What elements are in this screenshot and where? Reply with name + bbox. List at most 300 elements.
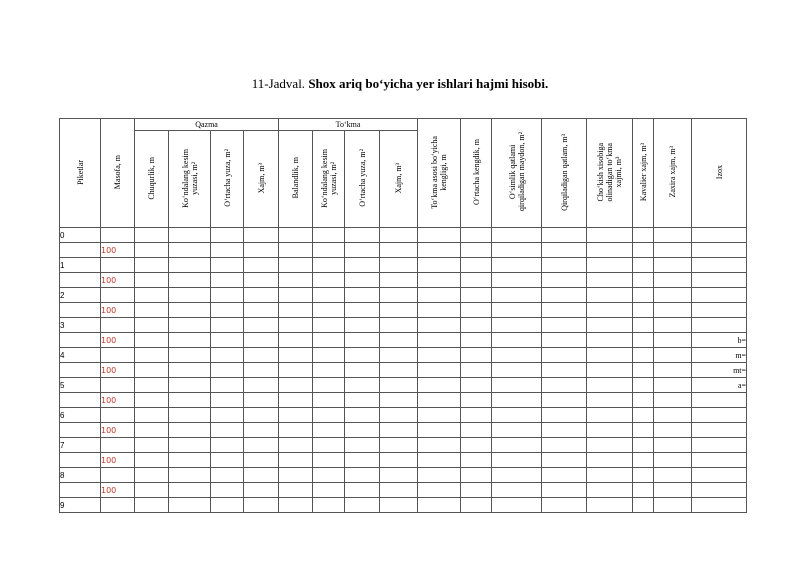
table-cell bbox=[418, 243, 461, 258]
table-cell bbox=[492, 483, 542, 498]
piket-label: 7 bbox=[60, 438, 101, 453]
table-cell bbox=[135, 363, 169, 378]
table-cell bbox=[211, 378, 244, 393]
table-cell bbox=[587, 468, 633, 483]
table-cell bbox=[461, 243, 492, 258]
table-cell bbox=[60, 423, 101, 438]
table-cell bbox=[279, 243, 313, 258]
table-cell bbox=[633, 498, 654, 513]
earthwork-table bbox=[59, 118, 747, 513]
col-cut-area: Ko‘ndalang kesim yuzasi, m² bbox=[169, 131, 211, 228]
note-cell: a= bbox=[692, 378, 747, 393]
table-cell bbox=[279, 273, 313, 288]
table-cell bbox=[313, 378, 345, 393]
table-cell bbox=[492, 333, 542, 348]
distance-value: 100 bbox=[101, 333, 135, 348]
table-cell bbox=[461, 363, 492, 378]
distance-value: 100 bbox=[101, 303, 135, 318]
table-cell bbox=[135, 258, 169, 273]
note-cell bbox=[692, 288, 747, 303]
table-cell bbox=[380, 438, 418, 453]
table-cell bbox=[279, 498, 313, 513]
table-cell bbox=[492, 423, 542, 438]
table-cell bbox=[461, 288, 492, 303]
piket-label: 2 bbox=[60, 288, 101, 303]
table-cell bbox=[654, 408, 692, 423]
table-cell bbox=[542, 318, 587, 333]
table-cell bbox=[380, 318, 418, 333]
table-cell bbox=[169, 453, 211, 468]
table-cell bbox=[135, 408, 169, 423]
table-cell bbox=[418, 483, 461, 498]
table-cell bbox=[244, 288, 279, 303]
table-cell bbox=[345, 258, 380, 273]
table-cell bbox=[380, 288, 418, 303]
table-cell bbox=[135, 333, 169, 348]
table-cell bbox=[313, 333, 345, 348]
table-cell bbox=[418, 438, 461, 453]
table-cell bbox=[492, 408, 542, 423]
table-cell bbox=[244, 363, 279, 378]
table-cell bbox=[654, 363, 692, 378]
table-cell bbox=[345, 363, 380, 378]
table-cell bbox=[135, 423, 169, 438]
table-cell bbox=[542, 378, 587, 393]
table-cell bbox=[279, 453, 313, 468]
table-cell bbox=[492, 318, 542, 333]
table-cell bbox=[211, 273, 244, 288]
table-cell bbox=[313, 258, 345, 273]
table-cell bbox=[418, 303, 461, 318]
table-cell bbox=[542, 393, 587, 408]
table-cell bbox=[169, 378, 211, 393]
note-cell: m= bbox=[692, 348, 747, 363]
note-cell bbox=[692, 498, 747, 513]
table-cell bbox=[654, 243, 692, 258]
piket-row bbox=[60, 438, 747, 453]
table-cell bbox=[461, 258, 492, 273]
table-cell bbox=[135, 288, 169, 303]
table-cell bbox=[633, 363, 654, 378]
table-cell bbox=[461, 348, 492, 363]
piket-label: 9 bbox=[60, 498, 101, 513]
table-cell bbox=[461, 393, 492, 408]
table-cell bbox=[654, 318, 692, 333]
col-cut-depth: Chuqurlik, m bbox=[135, 131, 169, 228]
table-cell bbox=[244, 243, 279, 258]
table-cell bbox=[461, 273, 492, 288]
distance-row bbox=[60, 303, 747, 318]
piket-row bbox=[60, 318, 747, 333]
table-cell bbox=[418, 228, 461, 243]
table-cell bbox=[60, 393, 101, 408]
table-cell bbox=[135, 273, 169, 288]
table-cell bbox=[135, 318, 169, 333]
col-piket: Piketlar bbox=[60, 119, 101, 228]
table-cell bbox=[169, 288, 211, 303]
table-cell bbox=[654, 258, 692, 273]
group-fill: To‘kma bbox=[279, 119, 418, 131]
table-cell bbox=[211, 498, 244, 513]
table-cell bbox=[101, 228, 135, 243]
table-cell bbox=[345, 348, 380, 363]
table-cell bbox=[542, 288, 587, 303]
distance-value: 100 bbox=[101, 363, 135, 378]
table-cell bbox=[211, 348, 244, 363]
table-cell bbox=[279, 468, 313, 483]
table-cell bbox=[244, 348, 279, 363]
table-cell bbox=[654, 273, 692, 288]
note-cell bbox=[692, 228, 747, 243]
table-cell bbox=[542, 438, 587, 453]
table-cell bbox=[313, 483, 345, 498]
table-cell bbox=[345, 333, 380, 348]
table-cell bbox=[211, 453, 244, 468]
table-cell bbox=[244, 423, 279, 438]
table-cell bbox=[587, 348, 633, 363]
note-cell bbox=[692, 273, 747, 288]
table-cell bbox=[345, 378, 380, 393]
table-cell bbox=[279, 363, 313, 378]
table-cell bbox=[279, 483, 313, 498]
table-cell bbox=[633, 453, 654, 468]
distance-value: 100 bbox=[101, 423, 135, 438]
table-cell bbox=[279, 258, 313, 273]
table-cell bbox=[418, 408, 461, 423]
table-cell bbox=[633, 348, 654, 363]
note-cell: b= bbox=[692, 333, 747, 348]
table-cell bbox=[492, 258, 542, 273]
table-cell bbox=[244, 393, 279, 408]
table-cell bbox=[60, 303, 101, 318]
col-strip: Qirqiladigan qatlam, m³ bbox=[542, 119, 587, 228]
table-cell bbox=[345, 468, 380, 483]
table-cell bbox=[418, 423, 461, 438]
table-cell bbox=[542, 363, 587, 378]
table-cell bbox=[418, 273, 461, 288]
table-cell bbox=[313, 363, 345, 378]
table-cell bbox=[313, 303, 345, 318]
table-cell bbox=[633, 438, 654, 453]
table-cell bbox=[60, 363, 101, 378]
table-cell bbox=[380, 408, 418, 423]
table-cell bbox=[654, 483, 692, 498]
table-cell bbox=[211, 258, 244, 273]
table-cell bbox=[587, 303, 633, 318]
piket-label: 4 bbox=[60, 348, 101, 363]
table-caption: Shox ariq bo‘yicha yer ishlari hajmi hisobi. bbox=[308, 76, 549, 91]
table-cell bbox=[380, 333, 418, 348]
table-cell bbox=[169, 228, 211, 243]
table-body bbox=[60, 228, 747, 513]
table-cell bbox=[135, 228, 169, 243]
table-cell bbox=[492, 468, 542, 483]
table-cell bbox=[492, 498, 542, 513]
table-cell bbox=[345, 408, 380, 423]
table-cell bbox=[633, 423, 654, 438]
table-cell bbox=[633, 288, 654, 303]
table-cell bbox=[279, 408, 313, 423]
note-cell bbox=[692, 303, 747, 318]
table-cell bbox=[169, 483, 211, 498]
table-cell bbox=[654, 348, 692, 363]
table-cell bbox=[461, 318, 492, 333]
table-cell bbox=[135, 303, 169, 318]
col-fill-height: Balandlik, m bbox=[279, 131, 313, 228]
table-cell bbox=[380, 273, 418, 288]
table-cell bbox=[542, 423, 587, 438]
col-veg-area: O‘simlik qatlami qirqiladigan maydon, m² bbox=[492, 119, 542, 228]
distance-row bbox=[60, 333, 747, 348]
distance-row bbox=[60, 423, 747, 438]
col-fill-area: Ko‘ndalang kesim yuzasi, m² bbox=[313, 131, 345, 228]
table-cell bbox=[492, 393, 542, 408]
table-number: 11-Jadval. bbox=[251, 76, 306, 91]
table-cell bbox=[211, 303, 244, 318]
piket-label: 6 bbox=[60, 408, 101, 423]
table-cell bbox=[313, 228, 345, 243]
table-cell bbox=[244, 318, 279, 333]
table-cell bbox=[418, 498, 461, 513]
table-cell bbox=[244, 333, 279, 348]
distance-row bbox=[60, 243, 747, 258]
table-cell bbox=[244, 498, 279, 513]
table-cell bbox=[418, 288, 461, 303]
table-cell bbox=[345, 393, 380, 408]
table-cell bbox=[461, 483, 492, 498]
table-cell bbox=[135, 393, 169, 408]
table-cell bbox=[587, 408, 633, 423]
distance-row bbox=[60, 363, 747, 378]
table-cell bbox=[587, 393, 633, 408]
table-cell bbox=[633, 333, 654, 348]
table-cell bbox=[542, 243, 587, 258]
table-cell bbox=[654, 438, 692, 453]
table-cell bbox=[169, 363, 211, 378]
table-cell bbox=[380, 453, 418, 468]
table-cell bbox=[380, 258, 418, 273]
table-cell bbox=[244, 258, 279, 273]
table-cell bbox=[211, 468, 244, 483]
table-cell bbox=[542, 258, 587, 273]
table-cell bbox=[492, 378, 542, 393]
col-reserve: Zaxira xajm, m³ bbox=[654, 119, 692, 228]
table-cell bbox=[542, 468, 587, 483]
distance-value: 100 bbox=[101, 393, 135, 408]
table-cell bbox=[169, 423, 211, 438]
table-cell bbox=[654, 288, 692, 303]
table-cell bbox=[135, 348, 169, 363]
table-cell bbox=[313, 468, 345, 483]
distance-row bbox=[60, 393, 747, 408]
table-cell bbox=[345, 243, 380, 258]
table-cell bbox=[418, 348, 461, 363]
table-cell bbox=[169, 318, 211, 333]
table-cell bbox=[418, 393, 461, 408]
table-cell bbox=[587, 438, 633, 453]
table-cell bbox=[345, 453, 380, 468]
table-cell bbox=[60, 243, 101, 258]
table-cell bbox=[313, 393, 345, 408]
table-cell bbox=[60, 453, 101, 468]
table-cell bbox=[587, 288, 633, 303]
table-cell bbox=[279, 303, 313, 318]
table-cell bbox=[60, 483, 101, 498]
table-cell bbox=[380, 393, 418, 408]
col-distance: Masofa, m bbox=[101, 119, 135, 228]
col-shrink: Cho‘kish xisobiga olinadigan to‘kma xajmi, m³ bbox=[587, 119, 633, 228]
table-cell bbox=[542, 348, 587, 363]
table-cell bbox=[380, 483, 418, 498]
table-cell bbox=[633, 318, 654, 333]
table-cell bbox=[244, 303, 279, 318]
table-cell bbox=[279, 438, 313, 453]
piket-label: 8 bbox=[60, 468, 101, 483]
table-cell bbox=[654, 453, 692, 468]
table-cell bbox=[654, 468, 692, 483]
table-cell bbox=[461, 228, 492, 243]
table-cell bbox=[461, 438, 492, 453]
table-cell bbox=[101, 468, 135, 483]
table-cell bbox=[587, 258, 633, 273]
table-cell bbox=[654, 393, 692, 408]
table-cell bbox=[461, 453, 492, 468]
table-cell bbox=[244, 468, 279, 483]
table-cell bbox=[313, 348, 345, 363]
table-cell bbox=[654, 423, 692, 438]
table-cell bbox=[418, 333, 461, 348]
table-cell bbox=[633, 468, 654, 483]
table-cell bbox=[380, 423, 418, 438]
note-cell bbox=[692, 408, 747, 423]
table-cell bbox=[587, 363, 633, 378]
table-cell bbox=[135, 378, 169, 393]
table-cell bbox=[587, 228, 633, 243]
table-cell bbox=[279, 318, 313, 333]
table-cell bbox=[279, 378, 313, 393]
table-cell bbox=[345, 483, 380, 498]
table-cell bbox=[587, 318, 633, 333]
table-cell bbox=[654, 378, 692, 393]
table-cell bbox=[244, 453, 279, 468]
table-cell bbox=[542, 483, 587, 498]
table-cell bbox=[101, 318, 135, 333]
piket-label: 0 bbox=[60, 228, 101, 243]
piket-row bbox=[60, 258, 747, 273]
table-cell bbox=[587, 378, 633, 393]
table-title bbox=[0, 76, 800, 92]
table-cell bbox=[380, 348, 418, 363]
table-cell bbox=[244, 378, 279, 393]
table-cell bbox=[135, 453, 169, 468]
table-cell bbox=[211, 288, 244, 303]
table-cell bbox=[380, 378, 418, 393]
table-cell bbox=[492, 348, 542, 363]
table-cell bbox=[418, 453, 461, 468]
table-cell bbox=[380, 243, 418, 258]
note-cell: mt= bbox=[692, 363, 747, 378]
table-cell bbox=[135, 498, 169, 513]
distance-value: 100 bbox=[101, 483, 135, 498]
col-avg-width: O‘rtacha kengdik, m bbox=[461, 119, 492, 228]
table-cell bbox=[244, 438, 279, 453]
table-cell bbox=[211, 438, 244, 453]
table-cell bbox=[279, 423, 313, 438]
note-cell bbox=[692, 483, 747, 498]
table-cell bbox=[101, 348, 135, 363]
table-cell bbox=[542, 333, 587, 348]
table-cell bbox=[542, 408, 587, 423]
table-cell bbox=[60, 273, 101, 288]
note-cell bbox=[692, 243, 747, 258]
col-fill-avg: O‘rtacha yuza, m² bbox=[345, 131, 380, 228]
table-cell bbox=[542, 273, 587, 288]
table-cell bbox=[492, 438, 542, 453]
table-cell bbox=[211, 318, 244, 333]
table-cell bbox=[313, 288, 345, 303]
table-cell bbox=[492, 303, 542, 318]
table-cell bbox=[633, 258, 654, 273]
table-cell bbox=[633, 483, 654, 498]
table-cell bbox=[654, 498, 692, 513]
table-cell bbox=[587, 243, 633, 258]
table-cell bbox=[211, 408, 244, 423]
table-cell bbox=[135, 243, 169, 258]
table-cell bbox=[542, 498, 587, 513]
table-cell bbox=[244, 273, 279, 288]
table-cell bbox=[633, 273, 654, 288]
table-cell bbox=[313, 498, 345, 513]
table-cell bbox=[60, 333, 101, 348]
table-cell bbox=[345, 303, 380, 318]
table-cell bbox=[418, 468, 461, 483]
table-cell bbox=[135, 483, 169, 498]
table-cell bbox=[345, 273, 380, 288]
table-cell bbox=[211, 423, 244, 438]
note-cell bbox=[692, 423, 747, 438]
table-cell bbox=[244, 408, 279, 423]
table-cell bbox=[211, 243, 244, 258]
table-cell bbox=[101, 288, 135, 303]
col-base-width: To‘kma asosi bo‘yicha kengligi, m bbox=[418, 119, 461, 228]
table-cell bbox=[587, 483, 633, 498]
table-cell bbox=[492, 273, 542, 288]
table-cell bbox=[345, 228, 380, 243]
piket-row bbox=[60, 348, 747, 363]
table-cell bbox=[244, 483, 279, 498]
distance-value: 100 bbox=[101, 273, 135, 288]
table-cell bbox=[461, 498, 492, 513]
table-cell bbox=[587, 498, 633, 513]
table-cell bbox=[101, 408, 135, 423]
table-cell bbox=[345, 318, 380, 333]
table-cell bbox=[587, 453, 633, 468]
table-cell bbox=[169, 243, 211, 258]
table-cell bbox=[313, 438, 345, 453]
table-cell bbox=[461, 378, 492, 393]
distance-value: 100 bbox=[101, 243, 135, 258]
table-cell bbox=[542, 228, 587, 243]
distance-row bbox=[60, 453, 747, 468]
table-cell bbox=[169, 498, 211, 513]
piket-row bbox=[60, 408, 747, 423]
table-cell bbox=[211, 333, 244, 348]
table-cell bbox=[279, 228, 313, 243]
table-cell bbox=[492, 453, 542, 468]
note-cell bbox=[692, 438, 747, 453]
distance-row bbox=[60, 483, 747, 498]
table-cell bbox=[211, 228, 244, 243]
